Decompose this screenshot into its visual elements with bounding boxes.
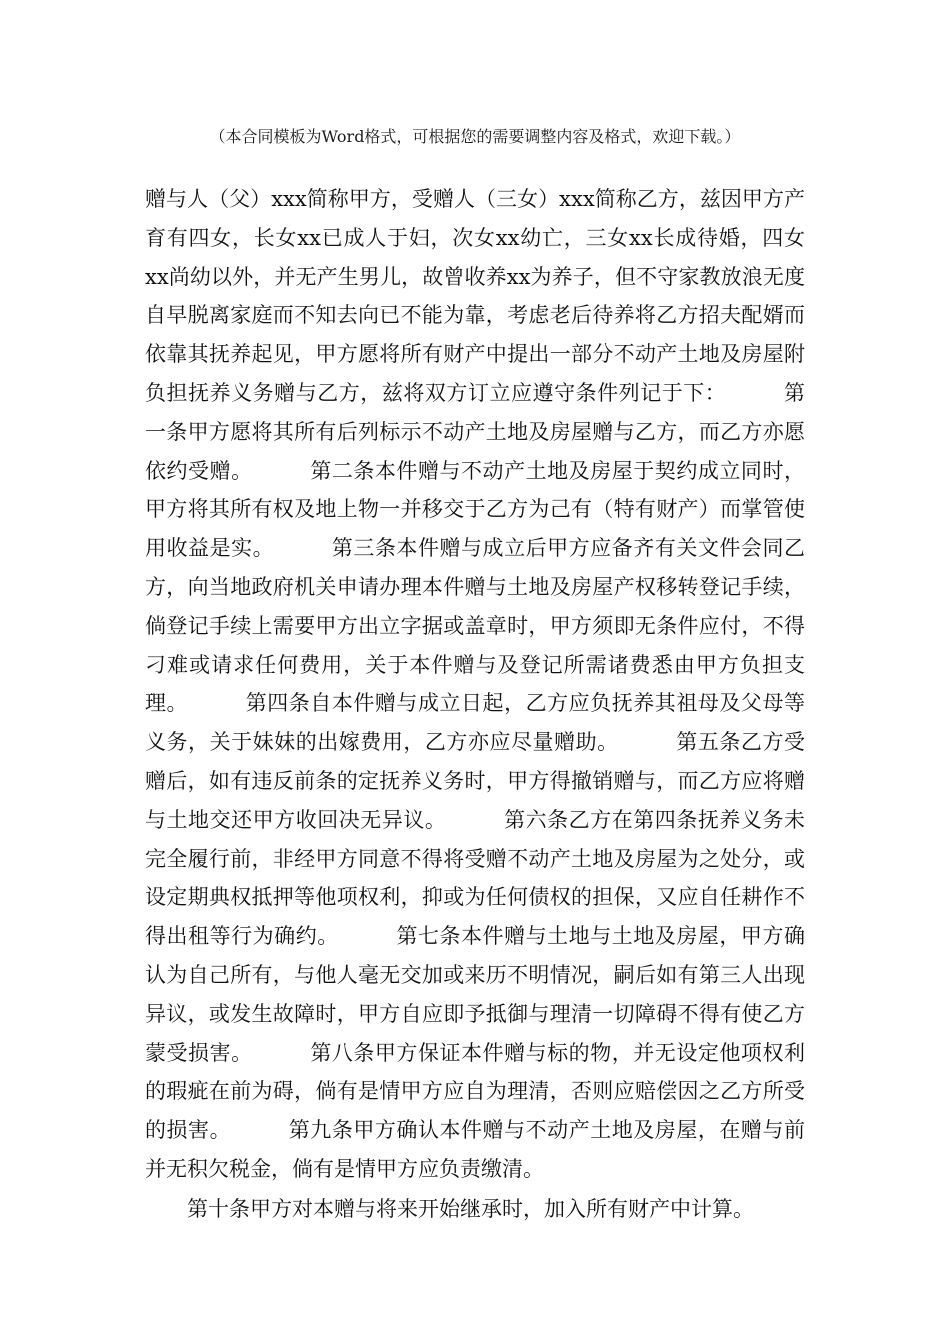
preamble-text: 赠与人（父）xxx简称甲方，受赠人（三女）xxx简称乙方，兹因甲方产育有四女，长女xx已成人于妇，次女xx幼亡，三女xx长成待婚，四女xx尚幼以外，并无产生男儿，故曾收养xx为养子，但不守家教放浪无度自早脱离家庭而不知去向已不能为靠，考虑老后待养将乙方招夫配婿而依靠其抚养起见，甲方愿将所有财产中提出一部分不动产土地及房屋附负担抚养义务赠与乙方，兹将双方订立应遵守条件列记于下： <box>145 187 805 405</box>
article-7: 第七条本件赠与土地与土地及房屋，甲方确认为自己所有，与他人毫无交加或来历不明情况，嗣后如有第三人出现异议，或发生故障时，甲方自应即予抵御与理清一切障碍不得有使乙方蒙受损害。 <box>145 924 805 1065</box>
article-3: 第三条本件赠与成立后甲方应备齐有关文件会同乙方，向当地政府机关申请办理本件赠与土地及房屋产权移转登记手续，倘登记手续上需要甲方出立字据或盖章时，甲方须即无条件应付，不得刁难或请求任何费用，关于本件赠与及登记所需诸费悉由甲方负担支理。 <box>145 536 805 716</box>
article-4: 第四条自本件赠与成立日起，乙方应负抚养其祖母及父母等义务，关于妹妹的出嫁费用，乙方亦应尽量赠助。 <box>145 691 805 755</box>
article-10: 第十条甲方对本赠与将来开始继承时，加入所有财产中计算。 <box>187 1197 754 1221</box>
article-1: 第一条甲方愿将其所有后列标示不动产土地及房屋赠与乙方，而乙方亦愿依约受赠。 <box>145 380 805 483</box>
article-6: 第六条乙方在第四条抚养义务未完全履行前，非经甲方同意不得将受赠不动产土地及房屋为之处分，或设定期典权抵押等他项权利，抑或为任何债权的担保，又应自任耕作不得出租等行为确约。 <box>145 807 805 949</box>
contract-body <box>145 180 805 1189</box>
article-5: 第五条乙方受赠后，如有违反前条的定抚养义务时，甲方得撤销赠与，而乙方应将赠与土地交还甲方收回决无异议。 <box>145 730 805 832</box>
article-9: 第九条甲方确认本件赠与不动产土地及房屋，在赠与前并无积欠税金，倘有是情甲方应负责缴清。 <box>145 1118 805 1181</box>
template-notice: （本合同模板为Word格式，可根据您的需要调整内容及格式，欢迎下载。） <box>209 127 741 146</box>
article-8: 第八条甲方保证本件赠与标的物，并无设定他项权利的瑕疵在前为碍，倘有是情甲方应自为理清，否则应赔偿因之乙方所受的损害。 <box>145 1040 805 1143</box>
article-2: 第二条本件赠与不动产土地及房屋于契约成立同时，甲方将其所有权及地上物一并移交于乙方为己有（特有财产）而掌管使用收益是实。 <box>145 458 805 561</box>
